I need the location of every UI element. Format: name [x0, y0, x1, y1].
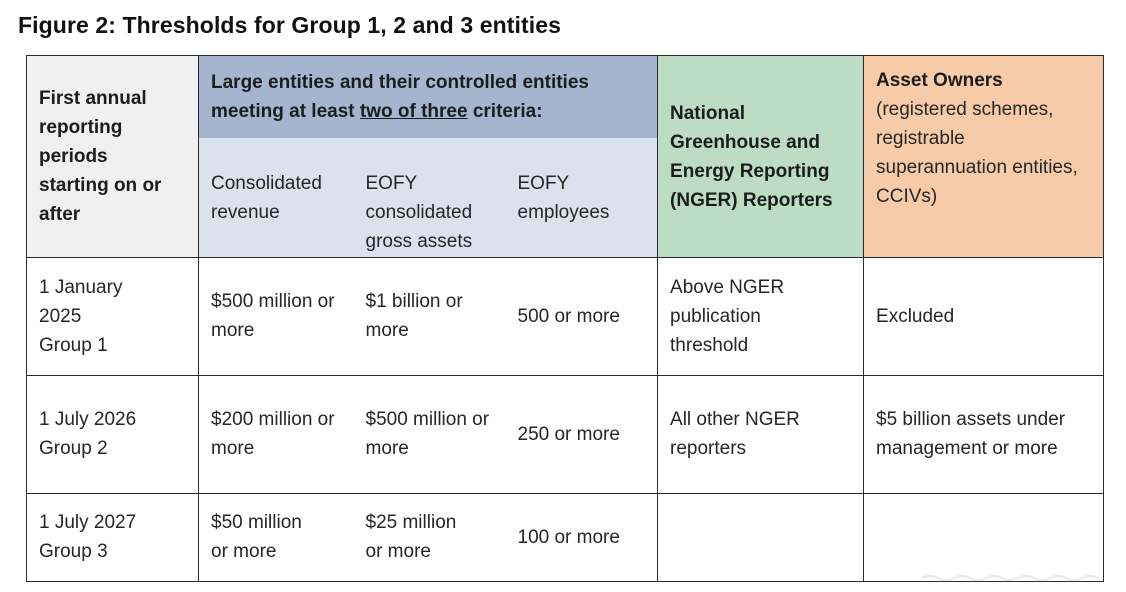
asset-owners-cell	[864, 493, 1104, 581]
row-date: 1 January 2025	[39, 276, 123, 327]
nger-value: All other NGER reporters	[670, 409, 800, 460]
revenue-value: $50 million or more	[211, 512, 302, 563]
large-entities-suffix: criteria:	[467, 100, 543, 122]
criterion-revenue	[199, 138, 354, 258]
assets-value: $1 billion or more	[365, 291, 463, 342]
header-asset-owners	[864, 56, 1104, 258]
employees-cell	[506, 493, 658, 581]
revenue-cell	[199, 375, 354, 493]
header-first-annual-reporting	[27, 56, 199, 258]
date-cell	[27, 258, 199, 375]
assets-value: $25 million or more	[365, 512, 457, 563]
employees-value: 500 or more	[517, 305, 620, 327]
table-row	[27, 493, 1104, 581]
criterion-employees	[506, 138, 658, 258]
assets-cell	[354, 493, 506, 581]
revenue-cell	[199, 258, 354, 375]
revenue-cell	[199, 493, 354, 581]
nger-cell	[658, 493, 864, 581]
criterion-revenue-label: Consolidated revenue	[211, 172, 322, 223]
row-group: Group 1	[39, 334, 108, 356]
thresholds-table	[26, 55, 1104, 582]
assets-cell	[354, 375, 506, 493]
criterion-assets	[354, 138, 506, 258]
figure-title: Figure 2: Thresholds for Group 1, 2 and 3 entities	[18, 12, 562, 38]
employees-value: 100 or more	[517, 526, 620, 548]
asset-owners-detail: (registered schemes, registrable superannuation entities, CCIVs)	[876, 99, 1078, 207]
revenue-value: $200 million or more	[211, 409, 335, 460]
asset-owners-cell	[864, 375, 1104, 493]
nger-cell	[658, 258, 864, 375]
table-row	[27, 258, 1104, 375]
table-row	[27, 375, 1104, 493]
first-col-header-text: First annual reporting periods starting on or after	[39, 88, 162, 226]
asset-owners-cell	[864, 258, 1104, 375]
nger-value: Above NGER publication threshold	[670, 276, 785, 356]
asset-owners-title: Asset Owners	[876, 70, 1003, 91]
row-group: Group 3	[39, 541, 108, 563]
row-date: 1 July 2026	[39, 409, 137, 431]
large-entities-prefix: Large entities and their controlled entities meeting at least	[211, 71, 589, 122]
row-date: 1 July 2027	[39, 512, 137, 534]
employees-cell	[506, 375, 658, 493]
assets-value: $500 million or more	[365, 409, 490, 460]
revenue-value: $500 million or more	[211, 291, 335, 342]
criterion-assets-label: EOFY consolidated gross assets	[365, 173, 473, 252]
large-entities-header-text	[199, 68, 643, 126]
date-cell	[27, 493, 199, 581]
large-entities-underlined: two of three	[359, 100, 468, 122]
asset-owners-value: Excluded	[876, 305, 955, 327]
asset-owners-header	[864, 56, 1100, 211]
asset-owners-value: $5 billion assets under management or more	[876, 409, 1066, 460]
criterion-employees-label: EOFY employees	[517, 172, 610, 223]
header-nger	[658, 56, 864, 258]
row-group: Group 2	[39, 438, 108, 460]
reporting-date	[27, 508, 198, 566]
nger-cell	[658, 375, 864, 493]
reporting-date	[27, 405, 198, 463]
assets-cell	[354, 258, 506, 375]
reporting-date	[27, 273, 161, 360]
employees-value: 250 or more	[517, 423, 620, 445]
nger-header-text: National Greenhouse and Energy Reporting (NGER) Reporters	[670, 102, 833, 211]
header-large-entities	[199, 56, 658, 138]
date-cell	[27, 375, 199, 493]
header-row-1	[27, 56, 1104, 138]
scan-artifact	[920, 572, 1100, 582]
employees-cell	[506, 258, 658, 375]
